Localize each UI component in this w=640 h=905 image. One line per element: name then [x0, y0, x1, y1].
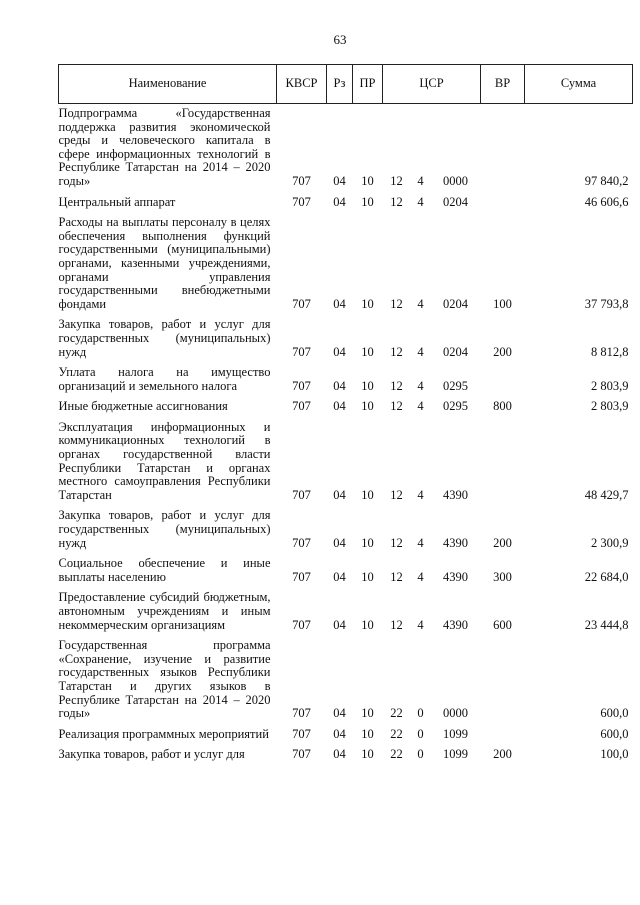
- cell-rz: 04: [333, 194, 346, 209]
- cell-kvsr: 707: [292, 747, 311, 762]
- cell-name: Иные бюджетные ассигнования: [58, 399, 228, 414]
- cell-csr2: 4: [417, 194, 424, 209]
- cell-name: Реализация программных мероприятий: [58, 726, 269, 741]
- cell-vr: 200: [493, 747, 512, 762]
- cell-pr: 10: [361, 296, 374, 311]
- cell-sum: 600,0: [600, 706, 629, 721]
- table-header: [59, 65, 633, 104]
- cell-csr3: 1099: [443, 726, 468, 741]
- cell-csr1: 12: [390, 535, 403, 550]
- cell-rz: 04: [333, 617, 346, 632]
- header-kvsr: КВСР: [277, 65, 327, 104]
- cell-name: Расходы на выплаты персоналу в целях обеспечения выполнения функций государственными (муниципальными) органами, казенными учреждениями, органами управления государственными внебюджетными фондами: [58, 215, 271, 311]
- cell-sum: 48 429,7: [584, 487, 629, 502]
- header-csr: ЦСР: [383, 65, 481, 104]
- cell-pr: 10: [361, 726, 374, 741]
- cell-rz: 04: [333, 535, 346, 550]
- cell-csr2: 4: [417, 535, 424, 550]
- cell-csr1: 12: [390, 173, 403, 188]
- header-pr: ПР: [353, 65, 383, 104]
- cell-kvsr: 707: [292, 617, 311, 632]
- cell-sum: 2 803,9: [591, 378, 629, 393]
- table-row: [59, 366, 633, 400]
- cell-kvsr: 707: [292, 296, 311, 311]
- cell-rz: 04: [333, 378, 346, 393]
- table-row: [59, 400, 633, 421]
- cell-pr: 10: [361, 706, 374, 721]
- cell-sum: 8 812,8: [591, 344, 629, 359]
- cell-csr1: 12: [390, 378, 403, 393]
- cell-csr2: 0: [417, 726, 424, 741]
- cell-sum: 2 803,9: [591, 399, 629, 414]
- cell-pr: 10: [361, 617, 374, 632]
- cell-pr: 10: [361, 747, 374, 762]
- cell-rz: 04: [333, 344, 346, 359]
- cell-kvsr: 707: [292, 706, 311, 721]
- cell-sum: 100,0: [600, 747, 629, 762]
- cell-name: Закупка товаров, работ и услуг для государственных (муниципальных) нужд: [58, 317, 271, 359]
- cell-csr1: 12: [390, 194, 403, 209]
- cell-csr1: 22: [390, 726, 403, 741]
- cell-sum: 46 606,6: [584, 194, 629, 209]
- cell-csr1: 22: [390, 747, 403, 762]
- cell-pr: 10: [361, 487, 374, 502]
- cell-csr2: 4: [417, 344, 424, 359]
- cell-pr: 10: [361, 569, 374, 584]
- table-row: [59, 557, 633, 591]
- cell-sum: 97 840,2: [584, 173, 629, 188]
- cell-vr: [481, 421, 525, 510]
- cell-vr: 600: [493, 617, 512, 632]
- cell-sum: 23 444,8: [584, 617, 629, 632]
- cell-rz: 04: [333, 706, 346, 721]
- cell-rz: 04: [333, 569, 346, 584]
- cell-csr3: 0204: [443, 296, 468, 311]
- table-row: [59, 748, 633, 769]
- cell-kvsr: 707: [292, 569, 311, 584]
- table-body: [59, 104, 633, 769]
- cell-rz: 04: [333, 726, 346, 741]
- cell-csr1: 12: [390, 569, 403, 584]
- cell-rz: 04: [333, 399, 346, 414]
- cell-csr2: 4: [417, 296, 424, 311]
- cell-vr: [481, 104, 525, 196]
- cell-csr3: 1099: [443, 747, 468, 762]
- cell-csr2: 4: [417, 173, 424, 188]
- cell-name: Эксплуатация информационных и коммуникационных технологий в органах государственной власти Республики Татарстан и органах местного самоуправления Республики Татарстан: [58, 419, 271, 502]
- cell-csr3: 0000: [443, 173, 468, 188]
- cell-kvsr: 707: [292, 399, 311, 414]
- cell-kvsr: 707: [292, 378, 311, 393]
- cell-csr3: 4390: [443, 569, 468, 584]
- cell-csr1: 12: [390, 399, 403, 414]
- cell-pr: 10: [361, 399, 374, 414]
- cell-csr1: 12: [390, 487, 403, 502]
- header-name: Наименование: [59, 65, 277, 104]
- cell-vr: 200: [493, 535, 512, 550]
- cell-sum: 22 684,0: [584, 569, 629, 584]
- cell-name: Социальное обеспечение и иные выплаты населению: [58, 556, 271, 584]
- cell-pr: 10: [361, 535, 374, 550]
- cell-rz: 04: [333, 487, 346, 502]
- cell-name: Предоставление субсидий бюджетным, автономным учреждениям и иным некоммерческим организациям: [58, 590, 271, 632]
- cell-vr: [481, 728, 525, 749]
- cell-vr: [481, 366, 525, 400]
- cell-sum: 600,0: [600, 726, 629, 741]
- cell-csr1: 12: [390, 617, 403, 632]
- cell-csr2: 4: [417, 569, 424, 584]
- cell-csr3: 0295: [443, 399, 468, 414]
- table-row: [59, 509, 633, 557]
- cell-pr: 10: [361, 344, 374, 359]
- table-row: [59, 104, 633, 196]
- cell-name: Центральный аппарат: [58, 194, 176, 209]
- cell-rz: 04: [333, 747, 346, 762]
- table-row: [59, 591, 633, 639]
- cell-csr2: 4: [417, 378, 424, 393]
- cell-csr2: 0: [417, 706, 424, 721]
- cell-kvsr: 707: [292, 173, 311, 188]
- cell-kvsr: 707: [292, 344, 311, 359]
- cell-sum: 2 300,9: [591, 535, 629, 550]
- cell-csr1: 12: [390, 344, 403, 359]
- cell-csr3: 4390: [443, 487, 468, 502]
- table-row: [59, 216, 633, 318]
- cell-csr3: 4390: [443, 535, 468, 550]
- cell-rz: 04: [333, 296, 346, 311]
- table-row: [59, 728, 633, 749]
- table-row: [59, 196, 633, 217]
- cell-sum: 37 793,8: [584, 296, 629, 311]
- table-row: [59, 421, 633, 510]
- table-row: [59, 318, 633, 366]
- header-vr: ВР: [481, 65, 525, 104]
- cell-csr1: 22: [390, 706, 403, 721]
- cell-name: Уплата налога на имущество организаций и земельного налога: [58, 365, 271, 393]
- cell-csr3: 0204: [443, 344, 468, 359]
- cell-vr: 200: [493, 344, 512, 359]
- cell-pr: 10: [361, 378, 374, 393]
- cell-csr2: 4: [417, 487, 424, 502]
- page-number: 63: [333, 32, 347, 47]
- cell-name: Подпрограмма «Государственная поддержка развития экономической среды и человеческого капитала в сфере информационных технологий в Республике Татарстан на 2014 – 2020 годы»: [58, 106, 271, 188]
- cell-csr3: 0000: [443, 706, 468, 721]
- budget-table: [58, 64, 633, 769]
- cell-vr: 100: [493, 296, 512, 311]
- cell-csr1: 12: [390, 296, 403, 311]
- cell-csr3: 0295: [443, 378, 468, 393]
- cell-vr: 300: [493, 569, 512, 584]
- header-rz: Рз: [327, 65, 353, 104]
- cell-csr2: 4: [417, 617, 424, 632]
- table-row: [59, 639, 633, 728]
- cell-rz: 04: [333, 173, 346, 188]
- cell-csr2: 0: [417, 747, 424, 762]
- header-sum: Сумма: [525, 65, 633, 104]
- cell-pr: 10: [361, 194, 374, 209]
- cell-name: Закупка товаров, работ и услуг для государственных (муниципальных) нужд: [58, 508, 271, 550]
- cell-kvsr: 707: [292, 194, 311, 209]
- cell-pr: 10: [361, 173, 374, 188]
- cell-csr3: 0204: [443, 194, 468, 209]
- cell-vr: [481, 196, 525, 217]
- cell-kvsr: 707: [292, 535, 311, 550]
- cell-name: Государственная программа «Сохранение, изучение и развитие государственных языков Республики Татарстан и других языков в Республике Татарстан на 2014 – 2020 годы»: [58, 638, 271, 721]
- cell-vr: [481, 639, 525, 728]
- cell-name: Закупка товаров, работ и услуг для: [58, 747, 245, 762]
- cell-csr2: 4: [417, 399, 424, 414]
- cell-kvsr: 707: [292, 726, 311, 741]
- cell-csr3: 4390: [443, 617, 468, 632]
- cell-vr: 800: [493, 399, 512, 414]
- cell-kvsr: 707: [292, 487, 311, 502]
